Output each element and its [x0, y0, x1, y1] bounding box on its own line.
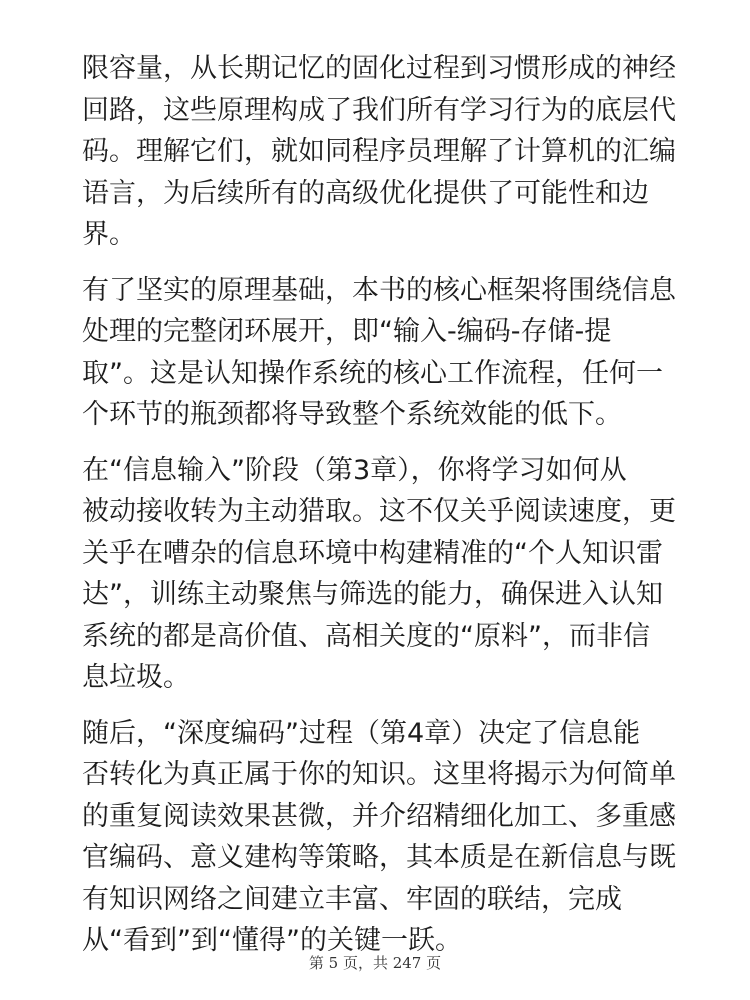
text-line: 系统的都是高价值、高相关度的“原料”，而非信 [82, 620, 650, 652]
text-line: 随后，“深度编码”过程（第4章）决定了信息能 [82, 717, 641, 749]
text-line: 回路，这些原理构成了我们所有学习行为的底层代 [82, 94, 676, 126]
text-line: 有了坚实的原理基础，本书的核心框架将围绕信息 [82, 274, 676, 306]
text-line: 息垃圾。 [82, 662, 190, 693]
text-line: 界。 [82, 219, 136, 250]
text-line: 达”，训练主动聚焦与筛选的能力，确保进入认知 [82, 579, 663, 610]
text-line: 语言，为后续所有的高级优化提供了可能性和边 [82, 177, 649, 209]
text-line: 处理的完整闭环展开，即“输入-编码-存储-提 [82, 316, 612, 347]
text-line: 有知识网络之间建立丰富、牢固的联结，完成 [82, 883, 622, 915]
paragraph-3 [82, 450, 682, 699]
text-line: 取”。这是认知操作系统的核心工作流程，任何一 [82, 357, 663, 389]
text-line: 被动接收转为主动猎取。这不仅关乎阅读速度，更 [82, 496, 676, 527]
body-text [82, 48, 682, 976]
text-line: 否转化为真正属于你的知识。这里将揭示为何简单 [82, 759, 676, 790]
text-line: 在“信息输入”阶段（第3章），你将学习如何从 [82, 454, 627, 486]
paragraph-2 [82, 270, 682, 436]
paragraph-4 [82, 713, 682, 962]
text-line: 限容量，从长期记忆的固化过程到习惯形成的神经 [82, 53, 676, 84]
page-number-footer: 第 5 页，共 247 页 [308, 954, 442, 972]
text-line: 官编码、意义建构等策略，其本质是在新信息与既 [82, 842, 676, 873]
text-line: 码。理解它们，就如同程序员理解了计算机的汇编 [82, 136, 676, 167]
paragraph-1 [82, 48, 682, 256]
text-line: 的重复阅读效果甚微，并介绍精细化加工、多重感 [82, 800, 676, 832]
text-line: 个环节的瓶颈都将导致整个系统效能的低下。 [82, 399, 622, 430]
text-line: 关乎在嘈杂的信息环境中构建精准的“个人知识雷 [82, 537, 663, 569]
text-line: 从“看到”到“懂得”的关键一跃。 [82, 925, 462, 956]
